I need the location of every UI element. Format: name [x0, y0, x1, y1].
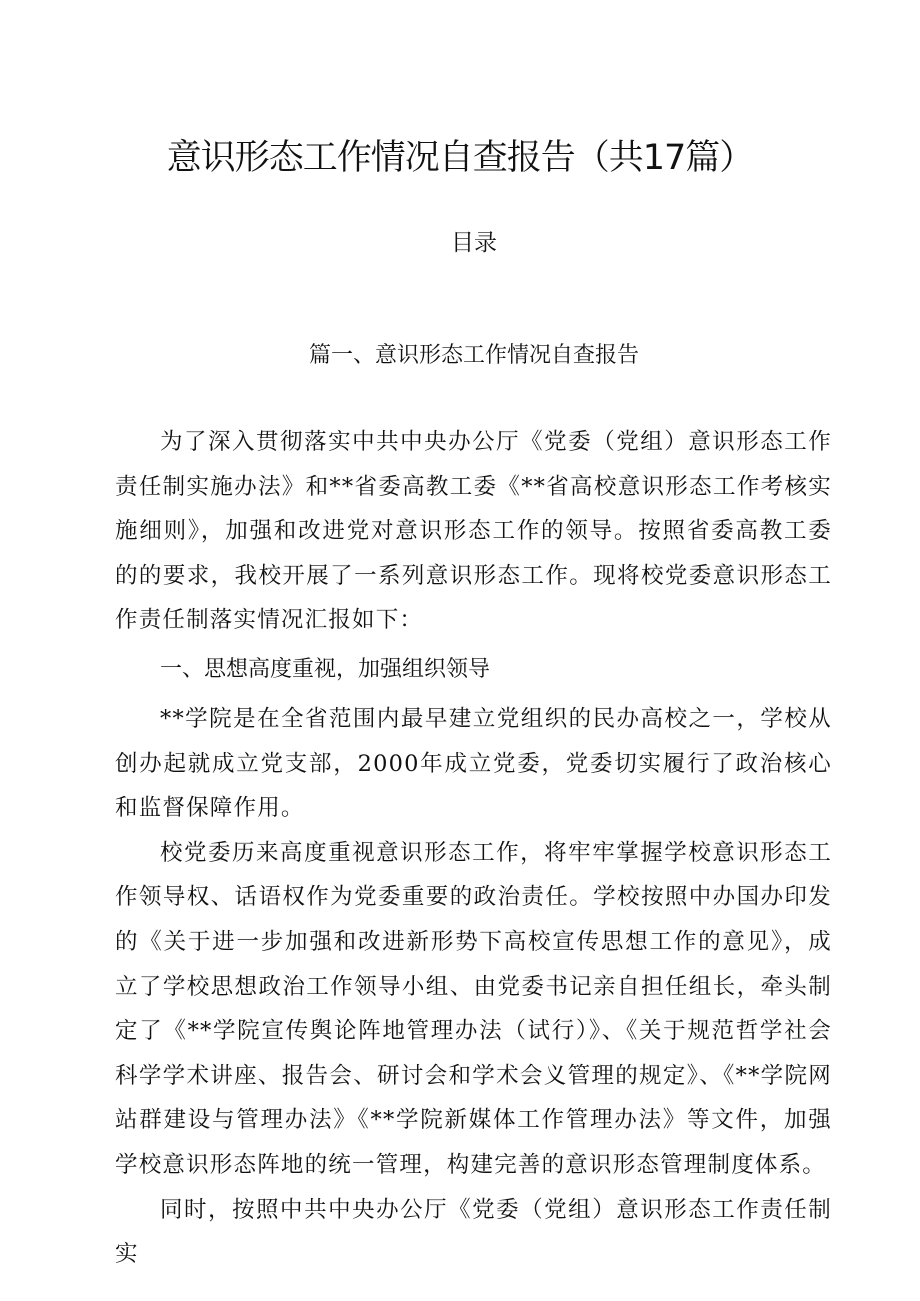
- paragraph: 校党委历来高度重视意识形态工作，将牢牢掌握学校意识形态工作领导权、话语权作为党委重要的政治责任。学校按照中办国办印发的《关于进一步加强和改进新形势下高校宣传思想工作的意见》，成立了学校思想政治工作领导小组、由党委书记亲自担任组长，牵头制定了《**学院宣传舆论阵地管理办法（试行）》、《关于规范哲学社会科学学术讲座、报告会、研讨会和学术会义管理的规定》、《**学院网站群建设与管理办法》《**学院新媒体工作管理办法》等文件，加强学校意识形态阵地的统一管理，构建完善的意识形态管理制度体系。: [115, 839, 832, 1178]
- document-title: 意识形态工作情况自查报告（共17篇）: [166, 138, 754, 178]
- toc-heading: 目录: [451, 230, 497, 256]
- chapter-title: 篇一、意识形态工作情况自查报告: [308, 343, 639, 368]
- section-heading: 一、思想高度重视，加强组织领导: [160, 656, 491, 682]
- paragraph: 为了深入贯彻落实中共中央办公厅《党委（党组）意识形态工作责任制实施办法》和**省委高教工委《**省高校意识形态工作考核实施细则》，加强和改进党对意识形态工作的领导。按照省委高教工委的的要求，我校开展了一系列意识形态工作。现将校党委意识形态工作责任制落实情况汇报如下：: [115, 429, 832, 634]
- paragraph: **学院是在全省范围内最早建立党组织的民办高校之一，学校从创办起就成立党支部，2000年成立党委，党委切实履行了政治核心和监督保障作用。: [115, 705, 832, 822]
- paragraph: 同时，按照中共中央办公厅《党委（党组）意识形态工作责任制实: [115, 1196, 832, 1268]
- document-body: [115, 420, 832, 1277]
